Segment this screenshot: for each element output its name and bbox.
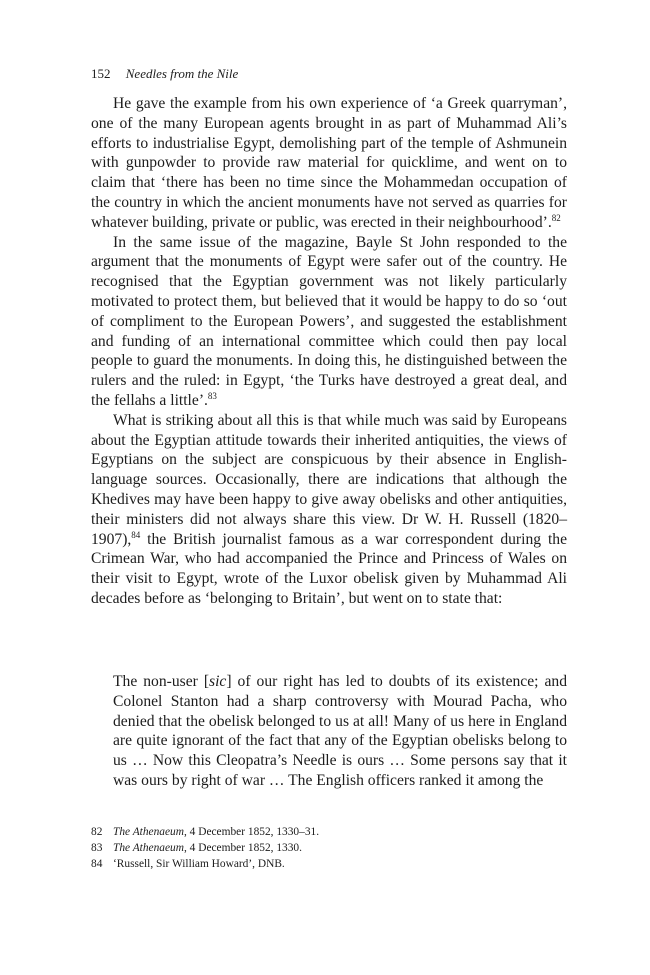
footnote-text [113,840,302,856]
footnote-ref[interactable]: 84 [131,529,141,540]
footnote-source: The Athenaeum [113,826,184,838]
block-quote [113,672,567,791]
paragraph-text: He gave the example from his own experience of ‘a Greek quarryman’, one of the many European agents brought in as part of Muhammad Ali’s efforts to industrialise Egypt, demolishing part of the temple of Ashmunein with gunpowder to provide raw material for quicklime, and went on to claim that ‘there has been no time since the Mohammedan occupation of the country in which the ancient monuments have not served as quarries for whatever building, private or public, was erected in their neighbourhood’. [91,95,567,231]
footnote [91,824,567,840]
running-title: Needles from the Nile [125,66,239,81]
footnotes [91,824,567,872]
block-quote-paragraph [113,672,567,791]
paragraph-text: In the same issue of the magazine, Bayle St John responded to the argument that the monuments of Egypt were safer out of the country. He recognised that the Egyptian government was not likely particularly motivated to protect them, but believed that it would be happy to do so ‘out of compliment to the European Powers’, and suggested the establishment and funding of an international committee which could then pay local people to guard the monuments. In doing this, he distinguished between the rulers and the ruled: in Egypt, ‘the Turks have destroyed a great deal, and the fellahs a little’. [91,233,567,409]
footnote-ref[interactable]: 82 [551,212,561,223]
paragraph [91,411,567,609]
quote-italic: sic [209,673,227,690]
page-number: 152 [91,66,111,81]
footnote-detail: , 4 December 1852, 1330–31. [183,826,320,838]
footnote-number: 84 [91,858,103,870]
footnote [91,856,567,872]
paragraph [91,233,567,411]
footnote-text [113,824,319,840]
footnote-number: 82 [91,826,103,838]
paragraph-text: What is striking about all this is that while much was said by Europeans about the Egyptian attitude towards their inherited antiquities, the views of Egyptians on the subject are conspicuous by their absence in English-language sources. Occasionally, there are indications that although the Khedives may have been happy to give away obelisks and other antiquities, their ministers did not always share this view. Dr W. H. Russell (1820–1907), [91,411,567,548]
quote-text: The non-user [ [113,673,210,690]
body-text [91,94,567,609]
footnote-ref[interactable]: 83 [207,390,217,401]
footnote [91,840,567,856]
paragraph-text: the British journalist famous as a war correspondent during the Crimean War, who had accompanied the Prince and Princess of Wales on their visit to Egypt, wrote of the Luxor obelisk given by Muhammad Ali decades before as ‘belonging to Britain’, but went on to state that: [91,530,567,607]
footnote-detail: , 4 December 1852, 1330. [183,842,302,854]
quote-text: ] of our right has led to doubts of its existence; and Colonel Stanton had a sharp controversy with Mourad Pacha, who denied that the obelisk belonged to us at all! Many of us here in England are quite ignorant of the fact that any of the Egyptian obelisks belong to us … Now this Cleopatra’s Needle is ours … Some persons say that it was ours by right of war … The English officers ranked it among the [113,673,567,789]
paragraph [91,94,567,233]
running-header [91,64,238,84]
footnote-number: 83 [91,842,103,854]
footnote-source: The Athenaeum [113,842,184,854]
footnote-text [113,856,285,872]
footnote-detail: ‘Russell, Sir William Howard’, DNB. [113,858,285,870]
